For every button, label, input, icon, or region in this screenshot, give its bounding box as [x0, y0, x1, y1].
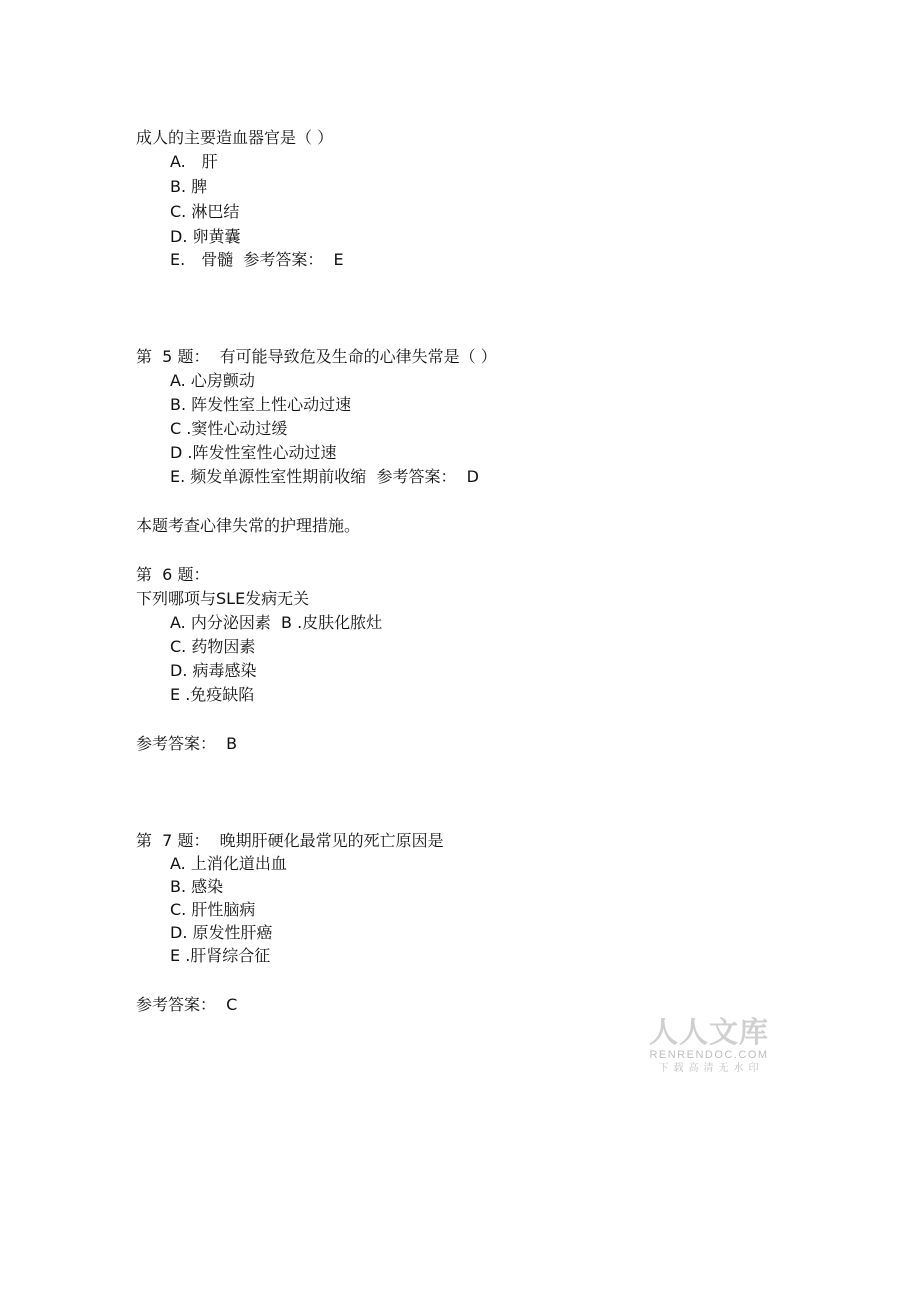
option-c: C. 肝性脑病 [170, 900, 256, 919]
option-d: D. 原发性肝癌 [170, 923, 273, 942]
option-e-with-answer: E. 频发单源性室性期前收缩 参考答案： D [170, 467, 479, 486]
option-a: A. 上消化道出血 [170, 854, 287, 873]
answer: 参考答案： C [136, 995, 238, 1014]
question-stem: 成人的主要造血器官是（ ） [136, 128, 334, 147]
option-a: A. 心房颤动 [170, 371, 255, 390]
option-e: E .肝肾综合征 [170, 946, 271, 965]
option-c: C .窦性心动过缓 [170, 419, 288, 438]
option-a-b: A. 内分泌因素 B .皮肤化脓灶 [170, 613, 383, 632]
option-e: E .免疫缺陷 [170, 685, 255, 704]
question-stem: 下列哪项与SLE发病无关 [136, 589, 310, 608]
question-number: 第 6 题： [136, 565, 210, 584]
option-b: B. 感染 [170, 877, 224, 896]
option-e-with-answer: E. 骨髓 参考答案： E [170, 250, 344, 269]
option-d: D .阵发性室性心动过速 [170, 443, 337, 462]
option-a: A. 肝 [170, 152, 218, 171]
answer: 参考答案： B [136, 734, 238, 753]
option-b: B. 脾 [170, 177, 208, 196]
question-stem: 第 7 题： 晚期肝硬化最常见的死亡原因是 [136, 831, 444, 850]
watermark-subtitle: 下载高清无水印 [658, 1063, 764, 1074]
option-d: D. 卵黄囊 [170, 227, 241, 246]
option-c: C. 淋巴结 [170, 202, 240, 221]
option-b: B. 阵发性室上性心动过速 [170, 395, 352, 414]
watermark-logo [646, 1016, 772, 1076]
explanation: 本题考查心律失常的护理措施。 [136, 516, 361, 535]
question-stem: 第 5 题： 有可能导致危及生命的心律失常是（ ） [136, 347, 497, 366]
option-d: D. 病毒感染 [170, 661, 257, 680]
option-c: C. 药物因素 [170, 637, 256, 656]
watermark-title: 人人文库 [648, 1015, 769, 1049]
watermark-domain: RENRENDOC.COM [649, 1049, 769, 1061]
